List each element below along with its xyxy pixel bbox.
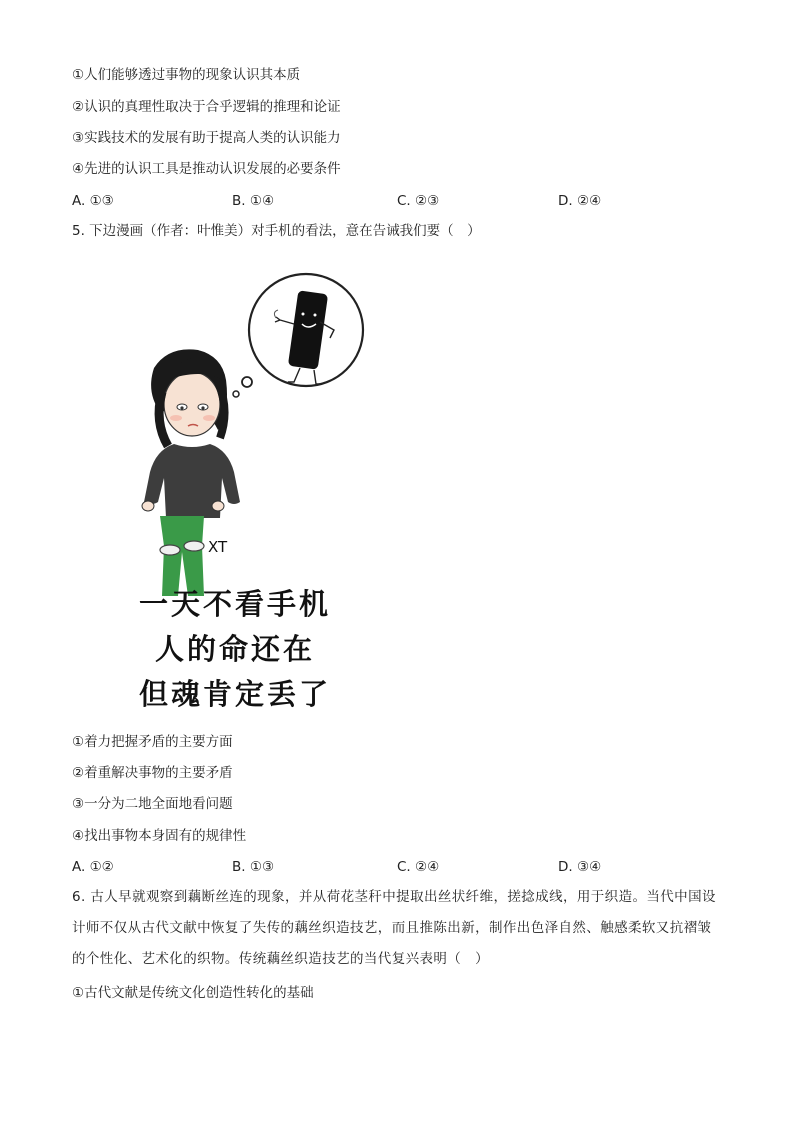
q4-statement-4: ④先进的认识工具是推动认识发展的必要条件 — [72, 161, 341, 177]
q6-stem-line-3: 的个性化、艺术化的织物。传统藕丝织造技艺的当代复兴表明（ ） — [72, 951, 489, 967]
girl-pants — [160, 516, 204, 596]
q6-statement-1: ①古代文献是传统文化创造性转化的基础 — [72, 985, 314, 1001]
q4-statement-1: ①人们能够透过事物的现象认识其本质 — [72, 67, 301, 83]
q5-option-a[interactable]: A. ①② — [72, 859, 114, 875]
q5-statement-2: ②着重解决事物的主要矛盾 — [72, 765, 233, 781]
q5-statement-1: ①着力把握矛盾的主要方面 — [72, 734, 233, 750]
q5-statement-4: ④找出事物本身固有的规律性 — [72, 828, 247, 844]
q4-option-d[interactable]: D. ②④ — [558, 193, 602, 209]
q6-stem-line-1: 6. 古人早就观察到藕断丝连的现象，并从荷花茎秆中提取出丝状纤维，搓捻成线，用于织造。当代中国设 — [72, 889, 716, 905]
q6-stem — [72, 882, 724, 975]
girl-shoe-left — [160, 545, 180, 555]
cartoon-caption-line-2: 人的命还在 — [154, 632, 315, 666]
cartoon-caption-line-1: 一天不看手机 — [138, 587, 331, 621]
q4-option-b[interactable]: B. ①④ — [232, 193, 275, 209]
q5-statement-3: ③一分为二地全面地看问题 — [72, 796, 233, 812]
girl-shirt — [144, 444, 240, 518]
q5-stem: 5. 下边漫画（作者：叶惟美）对手机的看法，意在告诫我们要（ ） — [72, 223, 481, 239]
girl-face — [164, 372, 220, 436]
thought-dot-small — [233, 391, 239, 397]
q5-option-c[interactable]: C. ②④ — [397, 859, 440, 875]
girl-shoe-right — [184, 541, 204, 551]
q4-statement-3: ③实践技术的发展有助于提高人类的认识能力 — [72, 130, 341, 146]
q5-options — [72, 858, 722, 876]
q5-option-d[interactable]: D. ③④ — [558, 859, 602, 875]
q4-options — [72, 192, 722, 210]
q4-option-a[interactable]: A. ①③ — [72, 193, 114, 209]
q6-stem-line-2: 计师不仅从古代文献中恢复了失传的藕丝织造技艺，而且推陈出新，制作出色泽自然、触感柔软又抗褶皱 — [72, 920, 712, 936]
cartoon-caption-line-3: 但魂肯定丢了 — [138, 677, 331, 711]
q4-statement-2: ②认识的真理性取决于合乎逻辑的推理和论证 — [72, 99, 341, 115]
cartoon-signature: XT — [208, 538, 228, 556]
thought-dot-large — [242, 377, 252, 387]
q5-option-b[interactable]: B. ①③ — [232, 859, 275, 875]
girl-figure — [142, 349, 240, 596]
q4-option-c[interactable]: C. ②③ — [397, 193, 440, 209]
